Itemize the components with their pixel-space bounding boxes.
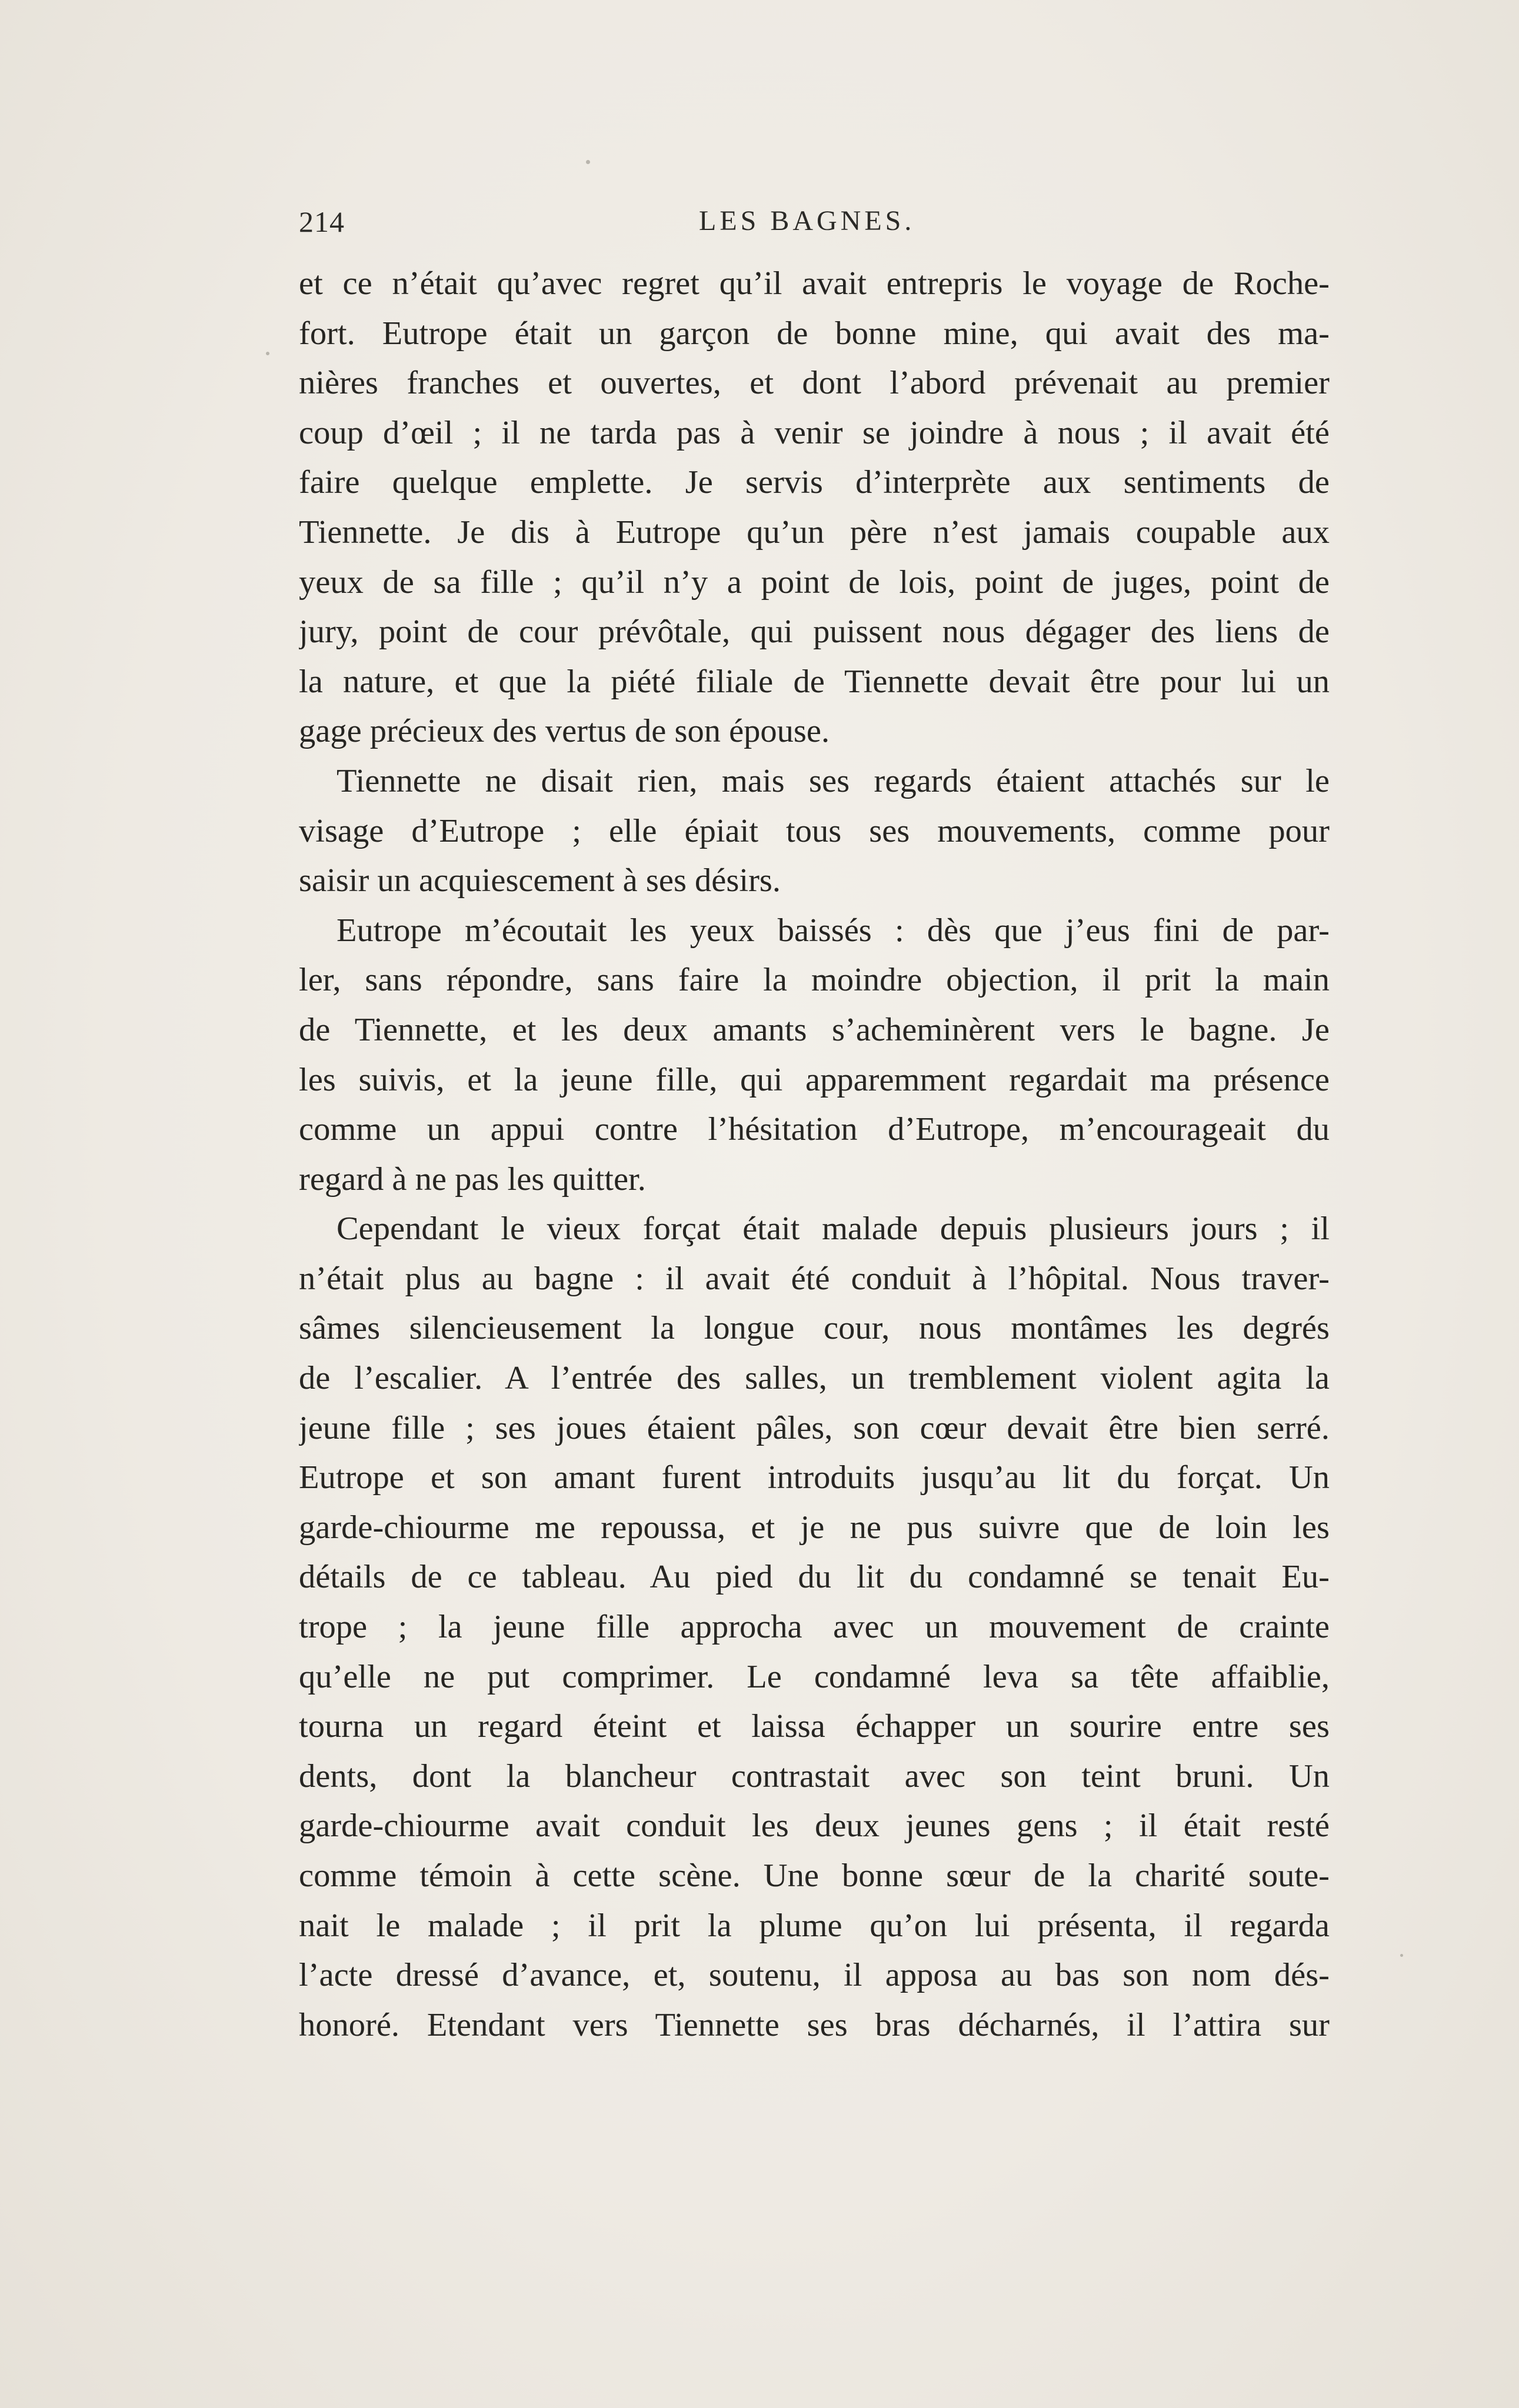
page-number: 214 xyxy=(299,205,345,238)
text-line: de l’escalier. A l’entrée des salles, un tremblement violent agita la xyxy=(299,1360,1330,1397)
text-line: gage précieux des vertus de son épouse. xyxy=(299,713,830,750)
text-line: nait le malade ; il prit la plume qu’on lui présenta, il regarda xyxy=(299,1907,1330,1944)
paper-speck xyxy=(1400,1954,1403,1957)
text-line: tourna un regard éteint et laissa échapper un sourire entre ses xyxy=(299,1708,1330,1745)
text-line: dents, dont la blancheur contrastait avec son teint bruni. Un xyxy=(299,1757,1330,1795)
body-text xyxy=(299,259,1330,2050)
text-line: comme un appui contre l’hésitation d’Eutrope, m’encourageait du xyxy=(299,1111,1330,1148)
paper-speck xyxy=(586,160,590,164)
text-line: Eutrope et son amant furent introduits jusqu’au lit du forçat. Un xyxy=(299,1459,1330,1496)
text-line: garde-chiourme me repoussa, et je ne pus suivre que de loin les xyxy=(299,1509,1330,1546)
running-title: LES BAGNES. xyxy=(699,205,915,236)
text-line: garde-chiourme avait conduit les deux jeunes gens ; il était resté xyxy=(299,1807,1330,1845)
text-line: qu’elle ne put comprimer. Le condamné leva sa tête affaiblie, xyxy=(299,1658,1330,1695)
text-line: détails de ce tableau. Au pied du lit du condamné se tenait Eu- xyxy=(299,1559,1330,1596)
text-line: saisir un acquiescement à ses désirs. xyxy=(299,862,781,899)
paper-speck xyxy=(266,352,269,355)
text-line: visage d’Eutrope ; elle épiait tous ses mouvements, comme pour xyxy=(299,812,1330,849)
text-line: l’acte dressé d’avance, et, soutenu, il apposa au bas son nom dés- xyxy=(299,1957,1330,1994)
text-line: jeune fille ; ses joues étaient pâles, son cœur devait être bien serré. xyxy=(299,1409,1330,1446)
text-line: coup d’œil ; il ne tarda pas à venir se joindre à nous ; il avait été xyxy=(299,414,1330,451)
paragraph-first-line: Cependant le vieux forçat était malade depuis plusieurs jours ; il xyxy=(337,1210,1330,1248)
text-line: regard à ne pas les quitter. xyxy=(299,1160,646,1198)
text-line: faire quelque emplette. Je servis d’interprète aux sentiments de xyxy=(299,464,1330,501)
text-line: jury, point de cour prévôtale, qui puissent nous dégager des liens de xyxy=(299,613,1330,651)
text-line: la nature, et que la piété filiale de Tiennette devait être pour lui un xyxy=(299,663,1330,700)
text-line: ler, sans répondre, sans faire la moindre objection, il prit la main xyxy=(299,962,1330,999)
paragraph-first-line: Tiennette ne disait rien, mais ses regards étaient attachés sur le xyxy=(337,762,1330,799)
text-line: de Tiennette, et les deux amants s’acheminèrent vers le bagne. Je xyxy=(299,1011,1330,1048)
text-line: sâmes silencieusement la longue cour, nous montâmes les degrés xyxy=(299,1310,1330,1347)
text-line: et ce n’était qu’avec regret qu’il avait entrepris le voyage de Roche- xyxy=(299,265,1330,302)
text-line: comme témoin à cette scène. Une bonne sœur de la charité soute- xyxy=(299,1857,1330,1894)
running-head xyxy=(299,205,1330,246)
text-line: nières franches et ouvertes, et dont l’abord prévenait au premier xyxy=(299,365,1330,402)
text-line: Tiennette. Je dis à Eutrope qu’un père n’est jamais coupable aux xyxy=(299,513,1330,551)
text-line: fort. Eutrope était un garçon de bonne mine, qui avait des ma- xyxy=(299,315,1330,352)
text-line: honoré. Etendant vers Tiennette ses bras décharnés, il l’attira sur xyxy=(299,2006,1330,2043)
text-line: trope ; la jeune fille approcha avec un mouvement de crainte xyxy=(299,1609,1330,1646)
text-line: les suivis, et la jeune fille, qui apparemment regardait ma présence xyxy=(299,1061,1330,1098)
text-line: yeux de sa fille ; qu’il n’y a point de lois, point de juges, point de xyxy=(299,563,1330,601)
paragraph-first-line: Eutrope m’écoutait les yeux baissés : dès que j’eus fini de par- xyxy=(337,912,1330,949)
text-line: n’était plus au bagne : il avait été conduit à l’hôpital. Nous traver- xyxy=(299,1260,1330,1297)
